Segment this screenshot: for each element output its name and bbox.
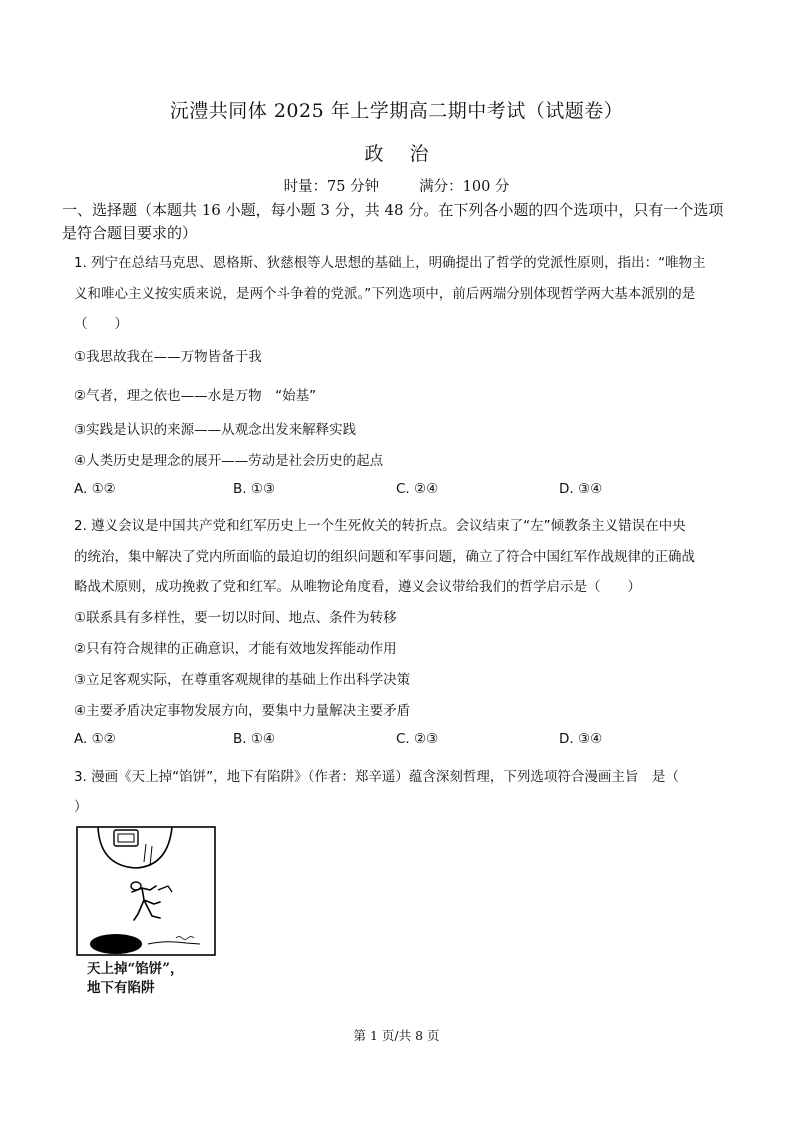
q2-item-3: ③立足客观实际，在尊重客观规律的基础上作出科学决策 <box>74 672 411 688</box>
q2-choice-a[interactable]: A. ①② <box>74 731 116 747</box>
q2-stem-line-1: 2. 遵义会议是中国共产党和红军历史上一个生死攸关的转折点。会议结束了“左”倾教条主义错误在中央 <box>74 518 686 534</box>
q2-stem-line-2: 的统治，集中解决了党内所面临的最迫切的组织问题和军事问题，确立了符合中国红军作战规律的正确战 <box>74 549 695 565</box>
q1-item-1: ①我思故我在——万物皆备于我 <box>74 349 262 365</box>
exam-title: 沅澧共同体 2025 年上学期高二期中考试（试题卷） <box>169 100 624 122</box>
section-heading: 一、选择题（本题共 16 小题，每小题 3 分，共 48 分。在下列各小题的四个选项中，只有一个选项是符合题目要求的） <box>62 201 724 242</box>
q3-stem-line-2: ） <box>74 799 88 815</box>
page-footer: 第 1 页/共 8 页 <box>353 1028 440 1043</box>
q1-choices <box>74 481 734 501</box>
q1-stem-line-3: （ ） <box>74 316 128 332</box>
q2-choices <box>74 731 734 751</box>
exam-time: 时量：75 分钟 <box>283 179 380 195</box>
q2-stem-line-3: 略战术原则，成功挽救了党和红军。从唯物论角度看，遵义会议带给我们的哲学启示是（ ） <box>74 579 641 595</box>
q2-item-4: ④主要矛盾决定事物发展方向，要集中力量解决主要矛盾 <box>74 703 411 719</box>
q2-item-1: ①联系具有多样性，要一切以时间、地点、条件为转移 <box>74 610 397 626</box>
q2-choice-b[interactable]: B. ①④ <box>233 731 276 747</box>
cartoon-caption <box>87 960 184 998</box>
q1-choice-b[interactable]: B. ①③ <box>233 481 276 497</box>
q1-stem-line-1: 1. 列宁在总结马克思、恩格斯、狄慈根等人思想的基础上，明确提出了哲学的党派性原则，指出：“唯物主 <box>74 255 706 271</box>
exam-meta <box>0 175 793 196</box>
q1-choice-d[interactable]: D. ③④ <box>559 481 603 497</box>
q1-choice-a[interactable]: A. ①② <box>74 481 116 497</box>
q2-choice-c[interactable]: C. ②③ <box>396 731 439 747</box>
q1-item-2: ②气者，理之依也——水是万物 “始基” <box>74 388 317 404</box>
exam-score: 满分：100 分 <box>419 179 510 195</box>
exam-subject: 政治 <box>364 143 455 165</box>
q3-stem-line-1: 3. 漫画《天上掉“馅饼”，地下有陷阱》（作者：郑辛遥）蕴含深刻哲理，下列选项符合漫画主旨 是（ <box>74 769 679 785</box>
cartoon-caption-line-1: 天上掉“馅饼”， <box>87 961 184 977</box>
cartoon-illustration <box>76 826 218 956</box>
q2-item-2: ②只有符合规律的正确意识，才能有效地发挥能动作用 <box>74 641 397 657</box>
cartoon-caption-line-2: 地下有陷阱 <box>87 980 155 996</box>
q2-choice-d[interactable]: D. ③④ <box>559 731 603 747</box>
q1-item-3: ③实践是认识的来源——从观念出发来解释实践 <box>74 422 357 438</box>
q1-stem-line-2: 义和唯心主义按实质来说，是两个斗争着的党派。”下列选项中，前后两端分别体现哲学两大基本派别的是 <box>74 286 696 302</box>
q1-item-4: ④人类历史是理念的展开——劳动是社会历史的起点 <box>74 453 384 469</box>
q1-choice-c[interactable]: C. ②④ <box>396 481 439 497</box>
